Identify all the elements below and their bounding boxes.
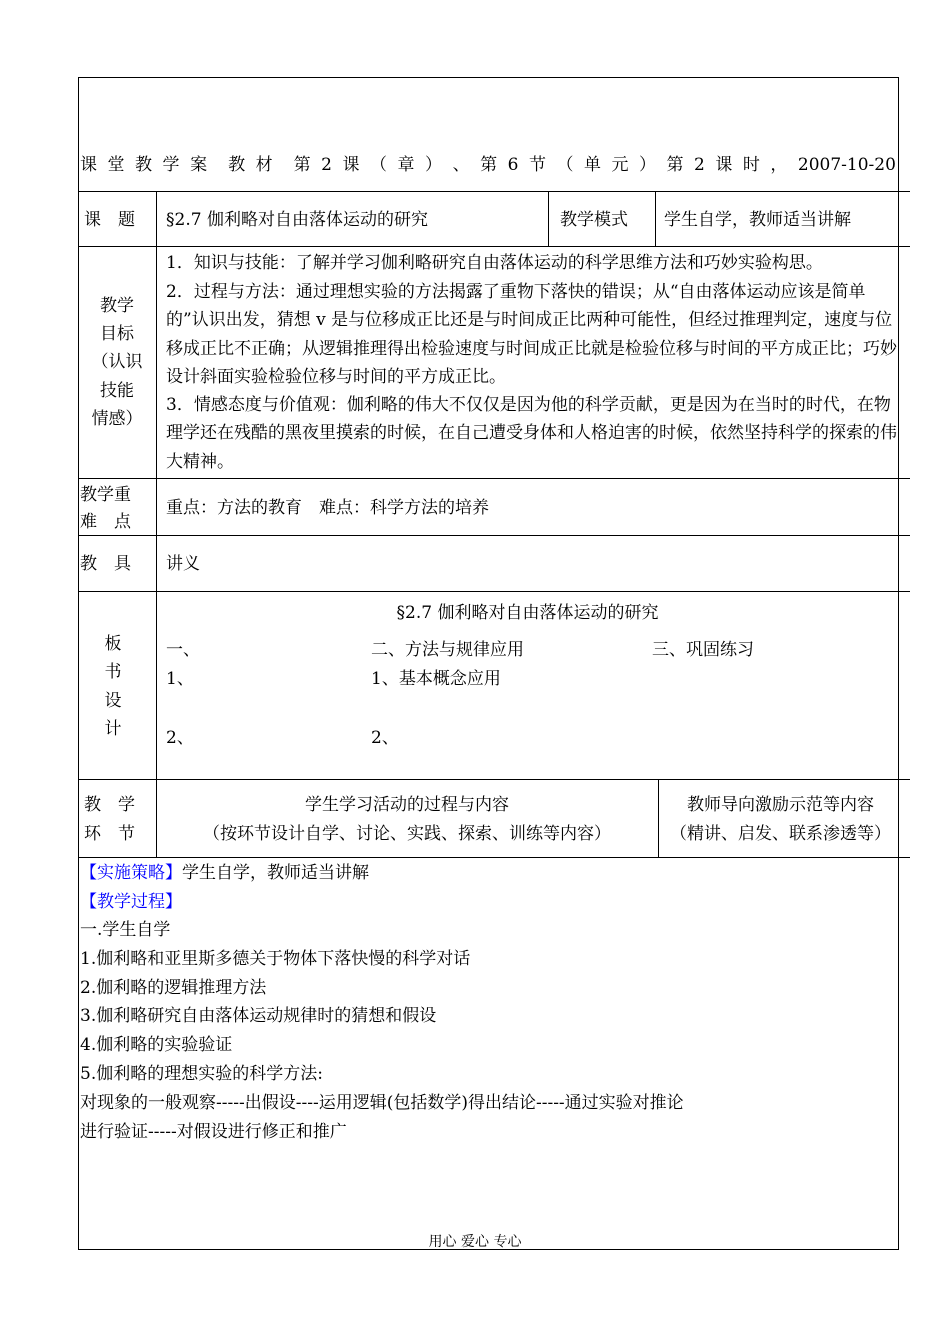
board-col1-head: 一、 xyxy=(166,640,200,660)
strategy-tag: 【实施策略】 xyxy=(80,863,182,883)
rule-topic xyxy=(78,246,910,247)
body-line-1: 一.学生自学 xyxy=(80,920,171,940)
header-char: ） xyxy=(639,155,656,175)
board-label-3: 设 xyxy=(104,691,122,711)
page-footer: 用心 爱心 专心 xyxy=(428,1234,522,1250)
header-char: ， xyxy=(770,155,788,175)
mode-label: 教学模式 xyxy=(560,210,628,230)
header-char: 2 xyxy=(694,155,705,175)
goals-label-2: 目标 xyxy=(100,324,134,344)
board-col3-head: 三、巩固练习 xyxy=(652,640,754,660)
mode-value: 学生自学，教师适当讲解 xyxy=(664,210,851,230)
board-label-4: 计 xyxy=(104,719,122,739)
vrule-mode-left xyxy=(548,191,549,246)
header-char: 学 xyxy=(162,155,180,175)
header-char: 材 xyxy=(255,155,273,175)
body-line-4: 3.伽利略研究自由落体运动规律时的猜想和假设 xyxy=(80,1006,437,1026)
header-char: 6 xyxy=(507,155,519,175)
header-char: 教 xyxy=(228,155,246,175)
body-line-6: 5.伽利略的理想实验的科学方法: xyxy=(80,1064,323,1084)
goals-label-3: （认识 xyxy=(91,352,143,372)
goals-label-5: 情感） xyxy=(91,409,143,429)
process-label-1: 教 学 xyxy=(84,795,135,815)
rule-focus xyxy=(78,535,910,536)
focus-label-1: 教学重 xyxy=(80,485,131,505)
teacher-col-head-2: （精讲、启发、联系渗透等） xyxy=(670,824,891,844)
board-col2-item1: 1、基本概念应用 xyxy=(371,669,501,689)
strategy-text: 学生自学，教师适当讲解 xyxy=(182,863,369,883)
header-char: ） xyxy=(425,155,443,175)
focus-value: 重点：方法的教育 难点：科学方法的培养 xyxy=(166,498,489,518)
header-char: 第 xyxy=(293,155,311,175)
strategy-line xyxy=(80,859,369,887)
goals-label-4: 技能 xyxy=(100,381,134,401)
teacher-col-head-1: 教师导向激励示范等内容 xyxy=(687,795,874,815)
header-char: 节 xyxy=(528,155,546,175)
vrule-label-col xyxy=(156,191,157,857)
board-col2-head: 二、方法与规律应用 xyxy=(371,640,524,660)
header-char: 章 xyxy=(397,155,415,175)
tools-label: 教 具 xyxy=(80,554,131,574)
goals-label-1: 教学 xyxy=(100,296,134,316)
process-label-2: 环 节 xyxy=(84,824,135,844)
header-char: 课 xyxy=(80,155,97,175)
rule-process xyxy=(78,857,910,858)
header-char: 2007-10-20 xyxy=(797,155,896,175)
student-col-head-2: （按环节设计自学、讨论、实践、探索、训练等内容） xyxy=(203,824,611,844)
board-col1-item2: 2、 xyxy=(166,728,194,748)
board-title: §2.7 伽利略对自由落体运动的研究 xyxy=(396,603,659,623)
tools-value: 讲义 xyxy=(166,554,200,574)
focus-label-2: 难 点 xyxy=(80,512,131,532)
header-char: 堂 xyxy=(107,155,125,175)
board-col2-item2: 2、 xyxy=(371,728,399,748)
body-line-5: 4.伽利略的实验验证 xyxy=(80,1035,233,1055)
goals-item-2: 2．过程与方法：通过理想实验的方法揭露了重物下落快的错误；从“自由落体运动应该是简单的”认识出发，猜想 v 是与位移成正比还是与时间成正比两种可能性，但经过推理判定，速度与位移成正比不正确；从逻辑推理得出检验速度与时间成正比就是检验位移与时间的平方成正比；巧妙设计斜面实验检验位移与时间的平方成正比。 xyxy=(166,282,897,387)
board-col1-item1: 1、 xyxy=(166,669,194,689)
header-char: 单 xyxy=(583,155,601,175)
process-tag: 【教学过程】 xyxy=(80,892,182,912)
header-char: 2 xyxy=(321,155,332,175)
lesson-header xyxy=(80,151,896,179)
vrule-mode-right xyxy=(655,191,656,246)
rule-board xyxy=(78,779,910,780)
header-char: 、 xyxy=(452,155,470,175)
goals-item-1: 1．知识与技能：了解并学习伽利略研究自由落体运动的科学思维方法和巧妙实验构思。 xyxy=(166,253,823,273)
header-char: （ xyxy=(370,155,388,175)
header-char: 时 xyxy=(742,155,760,175)
rule-goals xyxy=(78,478,910,479)
body-line-3: 2.伽利略的逻辑推理方法 xyxy=(80,978,267,998)
topic-label: 课 题 xyxy=(84,210,135,230)
body-line-7: 对现象的一般观察-----出假设----运用逻辑(包括数学)得出结论-----通过实验对推论 xyxy=(80,1093,684,1113)
body-line-8: 进行验证-----对假设进行修正和推广 xyxy=(80,1122,347,1142)
header-char: （ xyxy=(556,155,574,175)
header-char: 元 xyxy=(611,155,629,175)
goals-item-3: 3．情感态度与价值观：伽利略的伟大不仅仅是因为他的科学贡献，更是因为在当时的时代，在物理学还在残酷的黑夜里摸索的时候，在自己遭受身体和人格迫害的时候，依然坚持科学的探索的伟大精神。 xyxy=(166,395,897,472)
board-label-2: 书 xyxy=(104,662,122,682)
rule-header xyxy=(78,191,910,192)
header-char: 案 xyxy=(190,155,208,175)
student-col-head-1: 学生学习活动的过程与内容 xyxy=(305,795,509,815)
header-char: 课 xyxy=(715,155,733,175)
header-char: 课 xyxy=(342,155,360,175)
header-char: 第 xyxy=(666,155,684,175)
board-label-1: 板 xyxy=(104,634,122,654)
topic-value: §2.7 伽利略对自由落体运动的研究 xyxy=(166,210,428,230)
header-char: 第 xyxy=(480,155,498,175)
body-line-2: 1.伽利略和亚里斯多德关于物体下落快慢的科学对话 xyxy=(80,949,471,969)
header-char: 教 xyxy=(135,155,153,175)
rule-tools xyxy=(78,591,910,592)
